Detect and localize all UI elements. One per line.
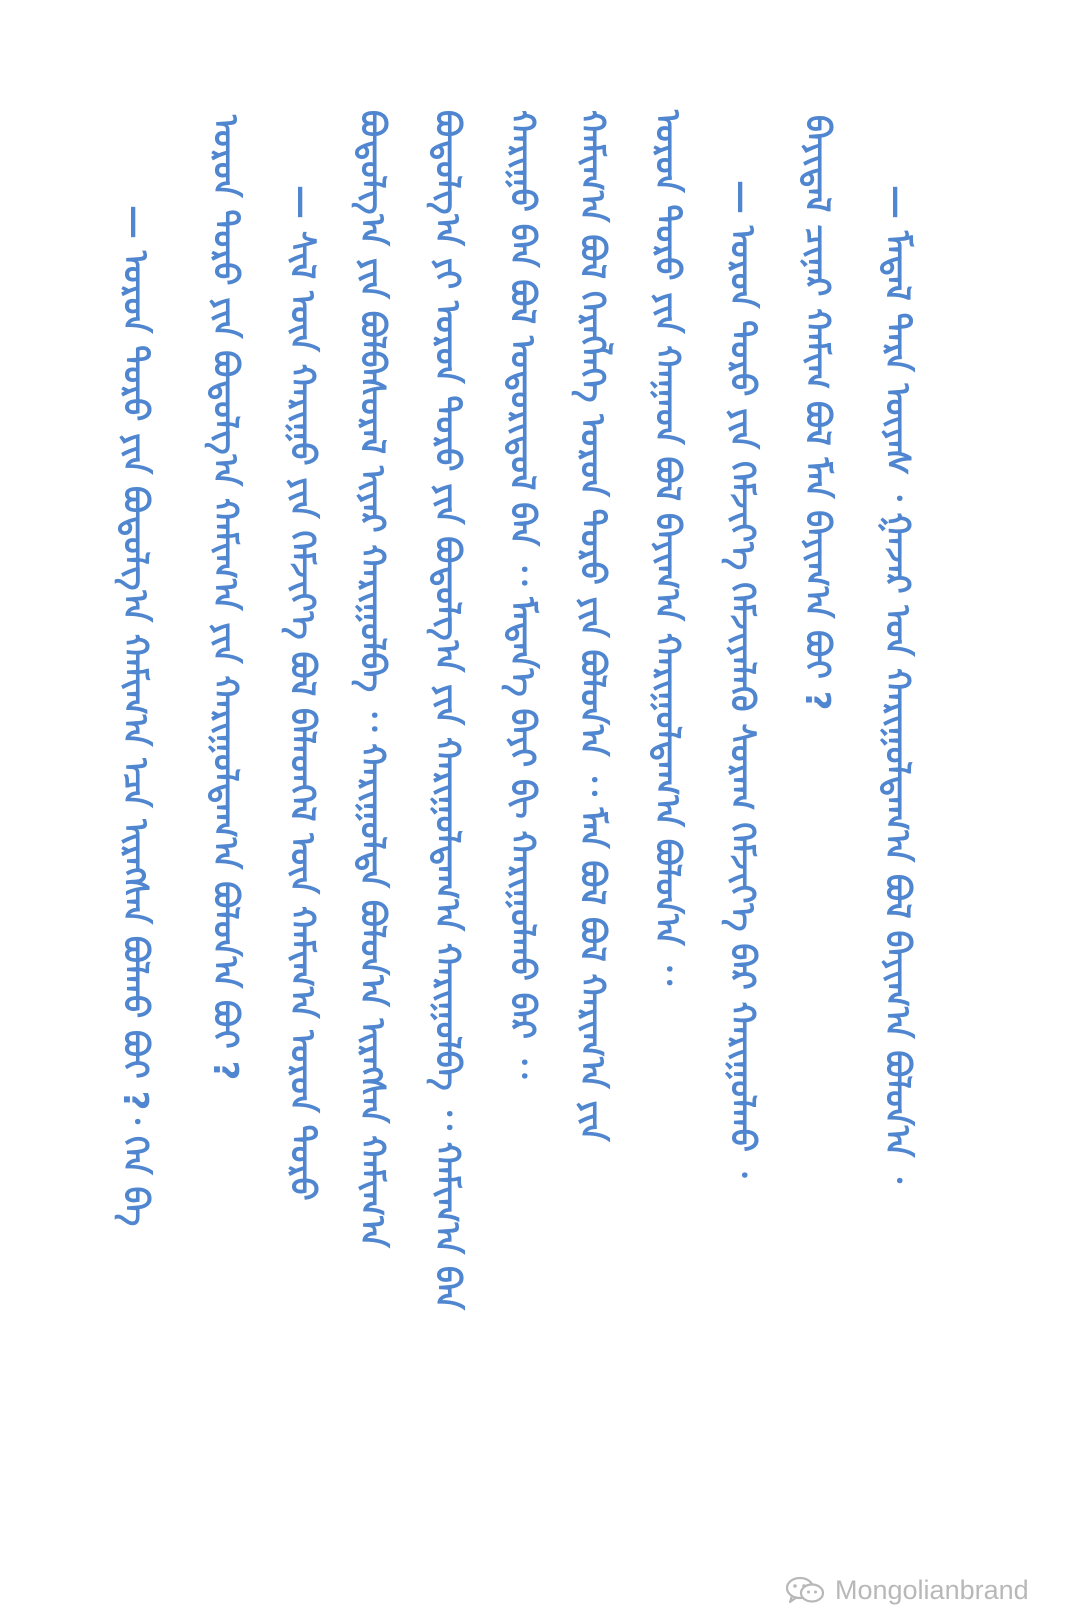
text-column-3: — ᠰᠢᠯ ᠦᠨ ᠬᠠᠷᠢᠭᠤ ᠶᠢᠨ ᠬᠡᠮᠵᠢᠶ᠎ᠡ ᠪᠣᠯ ᠪᠡᠯᠡᠳᠬᠡᠯ ᠦᠨ ᠬᠠᠮᠢᠭ᠎ᠠ ᠤᠷᠤᠨ ᠲᠤᠷᠤ <box>282 185 322 1201</box>
wechat-icon <box>785 1576 825 1604</box>
text-column-9: — ᠤᠷᠤᠨ ᠲᠤᠷᠤ ᠶᠢᠨ ᠬᠡᠮᠵᠢᠶ᠎ᠡ ᠬᠡᠮᠵᠢᠶᠡᠯᠡᠬᠦ ᠰᠤᠷᠠᠭ ᠬᠡᠮᠵᠢᠶ᠎ᠡ ᠪᠡᠷ ᠬᠠᠷᠢᠭᠤᠯᠬᠤ ᠂ <box>722 180 762 1178</box>
text-column-2: ᠤᠷᠤᠨ ᠲᠤᠷᠤ ᠶᠢᠨ ᠪᠣᠳᠣᠯᠭ᠎ᠠ ᠬᠠᠮᠢᠭ᠎ᠠ ᠶᠢᠨ ᠬᠠᠷᠢᠭᠤᠯᠳᠠᠭ᠎ᠠ ᠪᠣᠯᠤᠨ᠎ᠠ ᠪᠤᠢ ? <box>205 115 245 1081</box>
watermark-text: Mongolianbrand <box>835 1574 1029 1605</box>
watermark <box>785 1570 1029 1610</box>
text-column-8: ᠤᠷᠤᠨ ᠲᠤᠷᠤ ᠶᠢᠨ ᠬᠠᠭᠠᠳ ᠪᠣᠯ ᠪᠠᠶᠢᠭ᠎ᠠ ᠬᠠᠷᠢᠭᠤᠯᠳᠠᠭ᠎ᠠ ᠪᠣᠯᠤᠨ᠎ᠠ ᠂᠂ <box>647 110 687 986</box>
text-column-6: ᠬᠠᠷᠢᠭᠤ ᠪᠠᠨ ᠪᠣᠯ ᠤᠳᠤᠷᠢᠳᠤᠯ ᠪᠠᠨ ᠂᠂ ᠮᠡᠳᠡᠨ᠎ᠡ ᠪᠠᠶᠢ ᠪᠢ ᠬᠠᠷᠢᠭᠤᠯᠬᠤ ᠪᠠᠷ ᠂᠂ <box>502 110 542 1079</box>
text-column-10: ᠪᠠᠶᠢᠳᠠᠯ ᠴᠢᠨᠠᠷ ᠬᠠᠮᠢᠭ ᠪᠣᠯ ᠮᠠᠨ ᠪᠠᠶᠢᠭ᠎ᠠ ᠪᠤᠢ ? <box>797 115 837 711</box>
text-column-1: — ᠤᠷᠤᠨ ᠲᠤᠷᠤ ᠶᠢᠨ ᠪᠣᠳᠣᠯᠭ᠎ᠠ ᠬᠠᠮᠢᠭ᠎ᠠ ᠡᠴᠡ ᠢᠷᠡᠭᠰᠡᠨ ᠪᠣᠯᠬᠤ ᠪᠤᠢ ?᠂ ᠬᠡᠨ ᠪᠡ <box>115 205 155 1227</box>
text-column-4: ᠪᠣᠳᠣᠯᠭ᠎ᠠ ᠶᠢᠨ ᠪᠣᠯᠪᠠᠰᠤᠷᠠᠯ ᠢᠶᠡᠷ ᠬᠠᠷᠢᠭᠤᠯᠪᠠ ᠂᠂ ᠬᠠᠷᠢᠭᠤᠯᠲᠠ ᠪᠣᠯᠤᠨ᠎ᠠ ᠢᠷᠡᠭᠰᠡᠨ ᠬᠠᠮᠢᠭ᠎ᠠ <box>352 110 392 1248</box>
text-column-11: — ᠮᠡᠳᠡᠯ ᠲᠡᠷᠡ ᠦᠶᠡᠰ ᠂ ᠭᠠᠵᠠᠷ ᠤᠨ ᠬᠠᠷᠢᠭᠤᠯᠳᠠᠭ᠎ᠠ ᠪᠣᠯ ᠪᠠᠶᠢᠭ᠎ᠠ ᠪᠣᠯᠤᠨ᠎ᠠ ᠂ <box>877 185 917 1183</box>
text-column-7: ᠬᠠᠮᠢᠭ᠎ᠠ ᠪᠣᠯ ᠬᠡᠷᠡᠭᠯᠡᠭᠡ ᠤᠷᠤᠨ ᠲᠤᠷᠤ ᠶᠢᠨ ᠪᠣᠯᠤᠨ᠎ᠠ ᠂᠂ ᠮᠠᠨ ᠪᠣᠯ ᠪᠣᠯ ᠬᠠᠷᠢᠭ᠎ᠠ ᠶᠢᠨ <box>572 110 612 1142</box>
text-column-5: ᠪᠣᠳᠣᠯᠭ᠎ᠠ ᠶᠢ ᠤᠷᠤᠨ ᠲᠤᠷᠤ ᠶᠢᠨ ᠪᠣᠳᠣᠯᠭ᠎ᠠ ᠶᠢᠨ ᠬᠠᠷᠢᠭᠤᠯᠳᠠᠭ᠎ᠠ ᠬᠠᠷᠢᠭᠤᠯᠪᠠ ᠂᠂ ᠬᠠᠮᠢᠭ᠎ᠠ ᠪᠠᠨ <box>427 110 467 1310</box>
